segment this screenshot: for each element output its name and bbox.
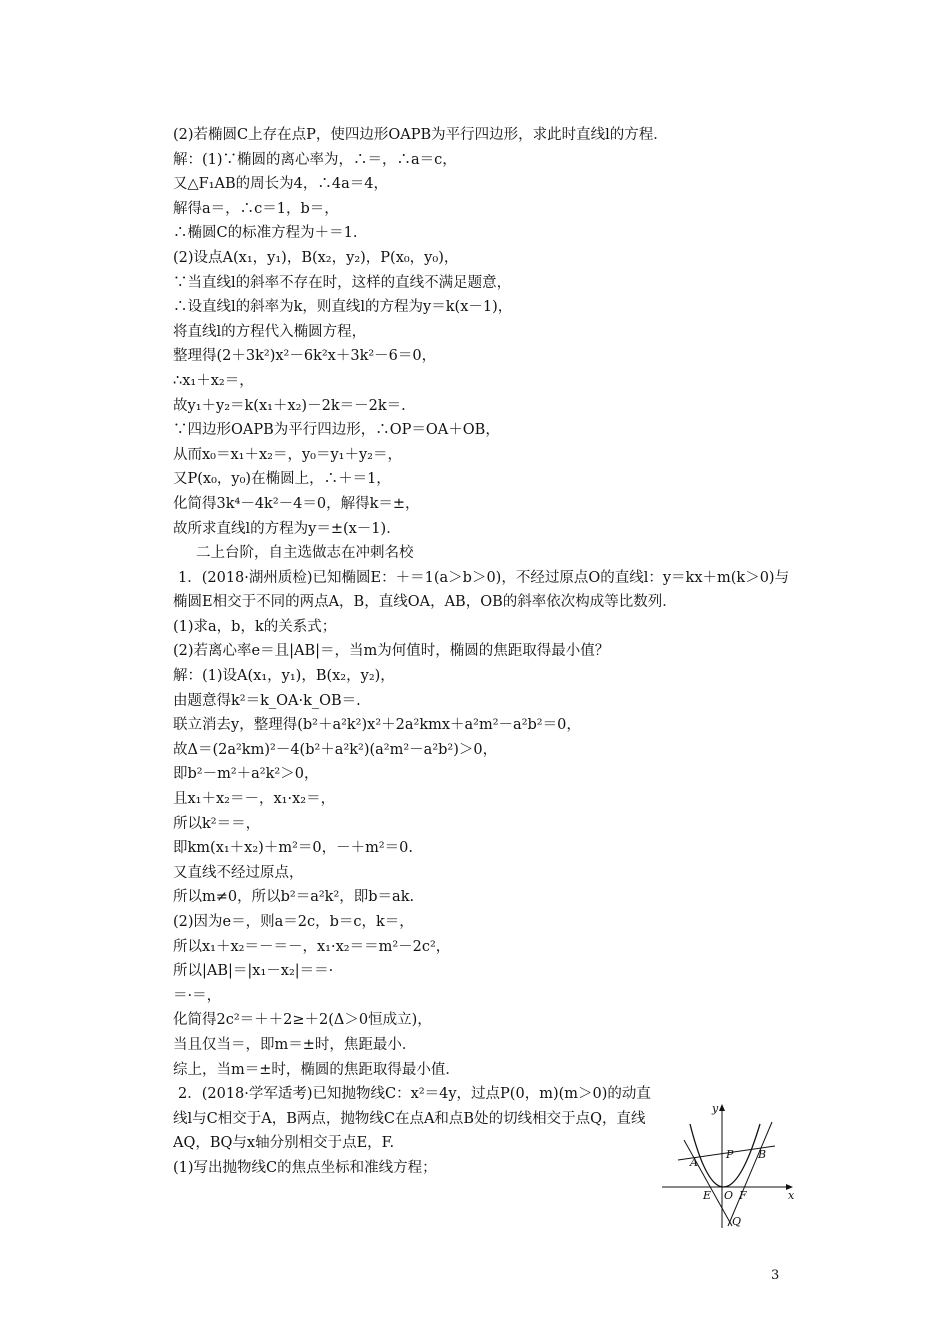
text-line: ∴椭圆C的标准方程为＋＝1. — [173, 225, 358, 242]
problem-statement: 2．(2018·学军适考)已知抛物线C：x²＝4y，过点P(0，m)(m＞0)的动直线l与C相交于A，B两点，抛物线C在点A和点B处的切线相交于点Q，直线AQ，BQ与x轴分别相交于点E，F. — [173, 1086, 651, 1152]
label-y: y — [712, 1102, 719, 1115]
text-line: (2)若离心率e＝且|AB|＝，当m为何值时，椭圆的焦距取得最小值？ — [173, 643, 610, 660]
text-line: 从而x₀＝x₁＋x₂＝，y₀＝y₁＋y₂＝， — [173, 446, 402, 463]
text-line: 所以k²＝＝， — [173, 815, 261, 832]
label-a: A — [690, 1156, 698, 1169]
text-line: 综上，当m＝±时，椭圆的焦距取得最小值． — [173, 1061, 460, 1078]
text-line: 又△F₁AB的周长为4，∴4a＝4， — [173, 176, 388, 193]
text-line: 整理得(2＋3k²)x²－6k²x＋3k²－6＝0， — [173, 348, 437, 365]
text-line: 故y₁＋y₂＝k(x₁＋x₂)－2k＝－2k＝. — [173, 397, 406, 414]
text-line: 联立消去y，整理得(b²＋a²k²)x²＋2a²kmx＋a²m²－a²b²＝0， — [173, 717, 581, 734]
y-axis-arrow — [719, 1104, 725, 1111]
label-b: B — [758, 1148, 767, 1161]
text-line: ＝·＝， — [173, 987, 222, 1004]
text-line: (1)求a，b，k的关系式； — [173, 618, 337, 635]
page-number: 3 — [771, 1268, 780, 1283]
label-e: E — [703, 1189, 712, 1202]
text-line: (2)设点A(x₁，y₁)，B(x₂，y₂)，P(x₀，y₀)， — [173, 249, 459, 266]
text-line: 又P(x₀，y₀)在椭圆上，∴＋＝1， — [173, 471, 391, 488]
section-heading: 二上台阶，自主选做志在冲刺名校 — [196, 545, 414, 562]
label-q: Q — [732, 1215, 742, 1228]
text-line: 所以|AB|＝|x₁－x₂|＝＝· — [173, 963, 334, 980]
text-line: 故Δ＝(2a²km)²－4(b²＋a²k²)(a²m²－a²b²)＞0， — [173, 741, 498, 758]
text-line: ∴设直线l的斜率为k，则直线l的方程为y＝k(x－1)， — [173, 299, 513, 316]
text-line: (2)若椭圆C上存在点P，使四边形OAPB为平行四边形，求此时直线l的方程． — [173, 127, 668, 143]
text-line: 即b²－m²＋a²k²＞0， — [173, 766, 319, 783]
label-f: F — [739, 1189, 747, 1202]
parabola-curve — [690, 1124, 760, 1187]
text-line: 即km(x₁＋x₂)＋m²＝0，－＋m²＝0. — [173, 840, 414, 857]
text-line: 将直线l的方程代入椭圆方程， — [173, 323, 367, 340]
text-line: ∵四边形OAPB为平行四边形，∴OP＝OA＋OB， — [173, 422, 500, 439]
text-line: 且x₁＋x₂＝－，x₁·x₂＝， — [173, 791, 336, 808]
text-line: ∵当直线l的斜率不存在时，这样的直线不满足题意， — [173, 274, 512, 291]
text-line: 解：(1)设A(x₁，y₁)，B(x₂，y₂)， — [173, 668, 395, 685]
label-p: P — [726, 1148, 734, 1161]
parabola-figure — [660, 1100, 800, 1230]
text-line: 解：(1)∵椭圆的离心率为，∴＝，∴a＝c， — [173, 151, 457, 168]
text-line: 由题意得k²＝k_OA·k_OB＝. — [173, 692, 361, 709]
text-line: 解得a＝，∴c＝1，b＝， — [173, 200, 339, 217]
label-o: O — [724, 1189, 734, 1202]
label-x: x — [788, 1189, 795, 1202]
text-line: (1)写出抛物线C的焦点坐标和准线方程； — [173, 1159, 437, 1176]
problem-statement: 1．(2018·湖州质检)已知椭圆E：＋＝1(a＞b＞0)，不经过原点O的直线l：y＝kx＋m(k＞0)与椭圆E相交于不同的两点A，B，直线OA，AB，OB的斜率依次构成等比数列． — [173, 569, 790, 611]
document-body — [173, 123, 793, 1181]
text-line: (2)因为e＝，则a＝2c，b＝c，k＝， — [173, 914, 414, 930]
text-line: 又直线不经过原点， — [173, 864, 304, 881]
text-line: 当且仅当＝，即m＝±时，焦距最小． — [173, 1036, 417, 1053]
text-line: 所以x₁＋x₂＝－＝－，x₁·x₂＝＝m²－2c²， — [173, 938, 451, 955]
text-line: 化简得3k⁴－4k²－4＝0，解得k＝±， — [173, 495, 420, 512]
tangent-bq — [728, 1122, 772, 1226]
text-line: 化简得2c²＝＋＋2≥＋2(Δ＞0恒成立)， — [173, 1012, 432, 1029]
text-line: 所以m≠0，所以b²＝a²k²，即b＝ak. — [173, 889, 415, 906]
text-line: 故所求直线l的方程为y＝±(x－1)． — [173, 520, 401, 537]
text-line: ∴x₁＋x₂＝， — [173, 372, 254, 389]
